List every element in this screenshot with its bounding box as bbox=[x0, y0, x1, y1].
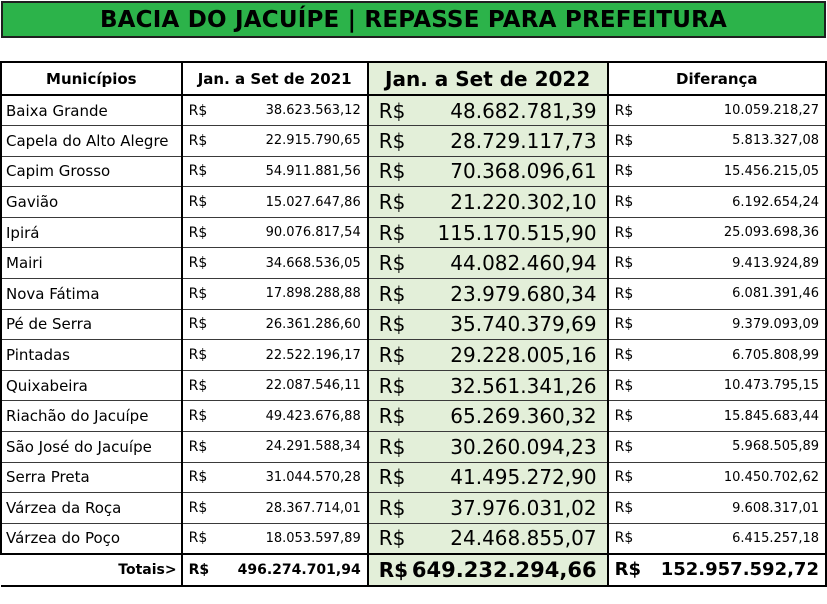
value-2022-cell bbox=[368, 156, 608, 187]
currency-label: R$ bbox=[188, 377, 208, 394]
header-2021: Jan. a Set de 2021 bbox=[182, 62, 368, 95]
value-2022: 65.269.360,32 bbox=[450, 404, 597, 429]
currency-label: R$ bbox=[614, 102, 634, 119]
value-2021: 24.291.588,34 bbox=[265, 439, 361, 455]
value-2021: 38.623.563,12 bbox=[265, 103, 361, 119]
value-dif: 25.093.698,36 bbox=[723, 225, 819, 241]
value-dif-cell bbox=[608, 462, 826, 493]
value-dif: 15.456.215,05 bbox=[723, 163, 819, 179]
value-dif: 5.968.505,89 bbox=[732, 439, 819, 455]
currency-label: R$ bbox=[614, 194, 634, 211]
currency-label: R$ bbox=[188, 255, 208, 272]
value-2022: 30.260.094,23 bbox=[450, 434, 597, 459]
currency-label: R$ bbox=[378, 251, 406, 276]
table-row bbox=[1, 401, 826, 432]
table-row bbox=[1, 309, 826, 340]
value-2022: 44.082.460,94 bbox=[450, 251, 597, 276]
value-dif-cell bbox=[608, 187, 826, 218]
municipio-name: Mairi bbox=[1, 248, 182, 279]
currency-label: R$ bbox=[378, 557, 409, 582]
currency-label: R$ bbox=[188, 102, 208, 119]
value-2022: 24.468.855,07 bbox=[450, 526, 597, 551]
totals-2022-cell bbox=[368, 554, 608, 586]
value-2021-cell bbox=[182, 493, 368, 524]
currency-label: R$ bbox=[188, 561, 210, 578]
currency-label: R$ bbox=[378, 373, 406, 398]
value-2021-cell bbox=[182, 432, 368, 463]
currency-label: R$ bbox=[614, 316, 634, 333]
value-2022: 115.170.515,90 bbox=[437, 220, 597, 245]
table-row bbox=[1, 462, 826, 493]
value-2022-cell bbox=[368, 187, 608, 218]
header-2022: Jan. a Set de 2022 bbox=[368, 62, 608, 95]
value-dif-cell bbox=[608, 279, 826, 310]
value-2022-cell bbox=[368, 462, 608, 493]
currency-label: R$ bbox=[614, 559, 641, 581]
header-diferenca: Diferança bbox=[608, 62, 826, 95]
currency-label: R$ bbox=[378, 159, 406, 184]
value-2021-cell bbox=[182, 462, 368, 493]
value-2022-cell bbox=[368, 217, 608, 248]
value-2021: 15.027.647,86 bbox=[265, 194, 361, 210]
value-dif-cell bbox=[608, 126, 826, 157]
totals-2022-value: 649.232.294,66 bbox=[411, 557, 597, 582]
value-2021: 22.087.546,11 bbox=[265, 378, 361, 394]
totals-row bbox=[1, 554, 826, 586]
value-2022: 37.976.031,02 bbox=[450, 496, 597, 521]
municipio-name: Várzea da Roça bbox=[1, 493, 182, 524]
table-row bbox=[1, 340, 826, 371]
value-2021: 18.053.597,89 bbox=[265, 530, 361, 546]
value-2021: 90.076.817,54 bbox=[265, 225, 361, 241]
value-2021-cell bbox=[182, 217, 368, 248]
value-2022: 28.729.117,73 bbox=[450, 128, 597, 153]
value-2021-cell bbox=[182, 95, 368, 126]
currency-label: R$ bbox=[614, 347, 634, 364]
value-dif: 5.813.327,08 bbox=[732, 133, 819, 149]
currency-label: R$ bbox=[188, 408, 208, 425]
currency-label: R$ bbox=[378, 312, 406, 337]
value-2021-cell bbox=[182, 156, 368, 187]
value-dif-cell bbox=[608, 217, 826, 248]
currency-label: R$ bbox=[614, 500, 634, 517]
header-row bbox=[1, 62, 826, 95]
value-2021: 34.668.536,05 bbox=[265, 255, 361, 271]
municipio-name: Capela do Alto Alegre bbox=[1, 126, 182, 157]
value-2022: 29.228.005,16 bbox=[450, 343, 597, 368]
currency-label: R$ bbox=[614, 408, 634, 425]
table-row bbox=[1, 370, 826, 401]
value-2021-cell bbox=[182, 370, 368, 401]
value-2021: 28.367.714,01 bbox=[265, 500, 361, 516]
value-2022-cell bbox=[368, 432, 608, 463]
currency-label: R$ bbox=[188, 469, 208, 486]
currency-label: R$ bbox=[188, 132, 208, 149]
value-2022-cell bbox=[368, 401, 608, 432]
value-dif: 10.473.795,15 bbox=[723, 378, 819, 394]
value-dif: 6.705.808,99 bbox=[732, 347, 819, 363]
value-2021: 26.361.286,60 bbox=[265, 316, 361, 332]
totals-dif-cell bbox=[608, 554, 826, 586]
value-dif: 10.450.702,62 bbox=[723, 469, 819, 485]
value-2021-cell bbox=[182, 248, 368, 279]
value-2021: 31.044.570,28 bbox=[265, 469, 361, 485]
municipio-name: Pintadas bbox=[1, 340, 182, 371]
currency-label: R$ bbox=[378, 98, 406, 123]
page-title: BACIA DO JACUÍPE | REPASSE PARA PREFEITURA bbox=[1, 1, 826, 38]
municipio-name: Capim Grosso bbox=[1, 156, 182, 187]
value-2021-cell bbox=[182, 340, 368, 371]
value-dif: 9.379.093,09 bbox=[732, 316, 819, 332]
value-2021-cell bbox=[182, 523, 368, 554]
municipio-name: Nova Fátima bbox=[1, 279, 182, 310]
municipio-name: Gavião bbox=[1, 187, 182, 218]
value-dif-cell bbox=[608, 340, 826, 371]
currency-label: R$ bbox=[188, 347, 208, 364]
currency-label: R$ bbox=[614, 377, 634, 394]
value-dif-cell bbox=[608, 432, 826, 463]
table-row bbox=[1, 248, 826, 279]
currency-label: R$ bbox=[378, 190, 406, 215]
municipio-name: São José do Jacuípe bbox=[1, 432, 182, 463]
value-2021: 22.915.790,65 bbox=[265, 133, 361, 149]
currency-label: R$ bbox=[188, 224, 208, 241]
value-2022-cell bbox=[368, 340, 608, 371]
municipio-name: Várzea do Poço bbox=[1, 523, 182, 554]
currency-label: R$ bbox=[188, 438, 208, 455]
value-2021-cell bbox=[182, 401, 368, 432]
value-2022: 48.682.781,39 bbox=[450, 98, 597, 123]
currency-label: R$ bbox=[614, 469, 634, 486]
value-2022: 41.495.272,90 bbox=[450, 465, 597, 490]
value-dif: 6.415.257,18 bbox=[732, 530, 819, 546]
currency-label: R$ bbox=[614, 163, 634, 180]
value-dif-cell bbox=[608, 156, 826, 187]
currency-label: R$ bbox=[378, 281, 406, 306]
currency-label: R$ bbox=[378, 404, 406, 429]
value-dif-cell bbox=[608, 248, 826, 279]
value-2022-cell bbox=[368, 279, 608, 310]
currency-label: R$ bbox=[188, 285, 208, 302]
table-row bbox=[1, 279, 826, 310]
value-2022-cell bbox=[368, 248, 608, 279]
table-row bbox=[1, 432, 826, 463]
currency-label: R$ bbox=[188, 163, 208, 180]
table-row bbox=[1, 95, 826, 126]
table-row bbox=[1, 156, 826, 187]
value-dif-cell bbox=[608, 370, 826, 401]
value-dif-cell bbox=[608, 95, 826, 126]
header-municipios: Municípios bbox=[1, 62, 182, 95]
currency-label: R$ bbox=[614, 132, 634, 149]
currency-label: R$ bbox=[188, 194, 208, 211]
value-dif-cell bbox=[608, 401, 826, 432]
municipio-name: Pé de Serra bbox=[1, 309, 182, 340]
value-2022: 35.740.379,69 bbox=[450, 312, 597, 337]
value-2021: 54.911.881,56 bbox=[265, 163, 361, 179]
value-dif: 9.608.317,01 bbox=[732, 500, 819, 516]
currency-label: R$ bbox=[614, 285, 634, 302]
currency-label: R$ bbox=[614, 255, 634, 272]
data-table bbox=[0, 61, 827, 587]
value-2021-cell bbox=[182, 187, 368, 218]
value-2022-cell bbox=[368, 523, 608, 554]
table-row bbox=[1, 493, 826, 524]
value-dif: 15.845.683,44 bbox=[723, 408, 819, 424]
currency-label: R$ bbox=[378, 434, 406, 459]
value-dif: 10.059.218,27 bbox=[723, 103, 819, 119]
municipio-name: Baixa Grande bbox=[1, 95, 182, 126]
currency-label: R$ bbox=[614, 438, 634, 455]
value-2022-cell bbox=[368, 493, 608, 524]
value-2021-cell bbox=[182, 126, 368, 157]
value-2022-cell bbox=[368, 309, 608, 340]
value-2022-cell bbox=[368, 126, 608, 157]
currency-label: R$ bbox=[188, 500, 208, 517]
value-dif: 6.192.654,24 bbox=[732, 194, 819, 210]
value-2022-cell bbox=[368, 370, 608, 401]
currency-label: R$ bbox=[188, 530, 208, 547]
totals-label: Totais> bbox=[1, 554, 182, 586]
totals-2021-value: 496.274.701,94 bbox=[237, 561, 361, 578]
value-2022: 21.220.302,10 bbox=[450, 190, 597, 215]
value-2021: 49.423.676,88 bbox=[265, 408, 361, 424]
currency-label: R$ bbox=[614, 530, 634, 547]
value-dif-cell bbox=[608, 309, 826, 340]
value-2021: 17.898.288,88 bbox=[265, 286, 361, 302]
value-dif: 6.081.391,46 bbox=[732, 286, 819, 302]
value-dif: 9.413.924,89 bbox=[732, 255, 819, 271]
currency-label: R$ bbox=[188, 316, 208, 333]
value-2022: 70.368.096,61 bbox=[450, 159, 597, 184]
municipio-name: Quixabeira bbox=[1, 370, 182, 401]
currency-label: R$ bbox=[378, 220, 406, 245]
totals-dif-value: 152.957.592,72 bbox=[660, 559, 819, 581]
value-dif-cell bbox=[608, 493, 826, 524]
value-2022-cell bbox=[368, 95, 608, 126]
currency-label: R$ bbox=[378, 496, 406, 521]
currency-label: R$ bbox=[378, 526, 406, 551]
municipio-name: Serra Preta bbox=[1, 462, 182, 493]
currency-label: R$ bbox=[378, 128, 406, 153]
value-2021-cell bbox=[182, 279, 368, 310]
currency-label: R$ bbox=[378, 465, 406, 490]
table-row bbox=[1, 126, 826, 157]
totals-2021-cell bbox=[182, 554, 368, 586]
table-row bbox=[1, 523, 826, 554]
value-2021: 22.522.196,17 bbox=[265, 347, 361, 363]
value-2022: 23.979.680,34 bbox=[450, 281, 597, 306]
table-row bbox=[1, 217, 826, 248]
value-dif-cell bbox=[608, 523, 826, 554]
value-2022: 32.561.341,26 bbox=[450, 373, 597, 398]
currency-label: R$ bbox=[378, 343, 406, 368]
municipio-name: Riachão do Jacuípe bbox=[1, 401, 182, 432]
value-2021-cell bbox=[182, 309, 368, 340]
currency-label: R$ bbox=[614, 224, 634, 241]
municipio-name: Ipirá bbox=[1, 217, 182, 248]
table-row bbox=[1, 187, 826, 218]
